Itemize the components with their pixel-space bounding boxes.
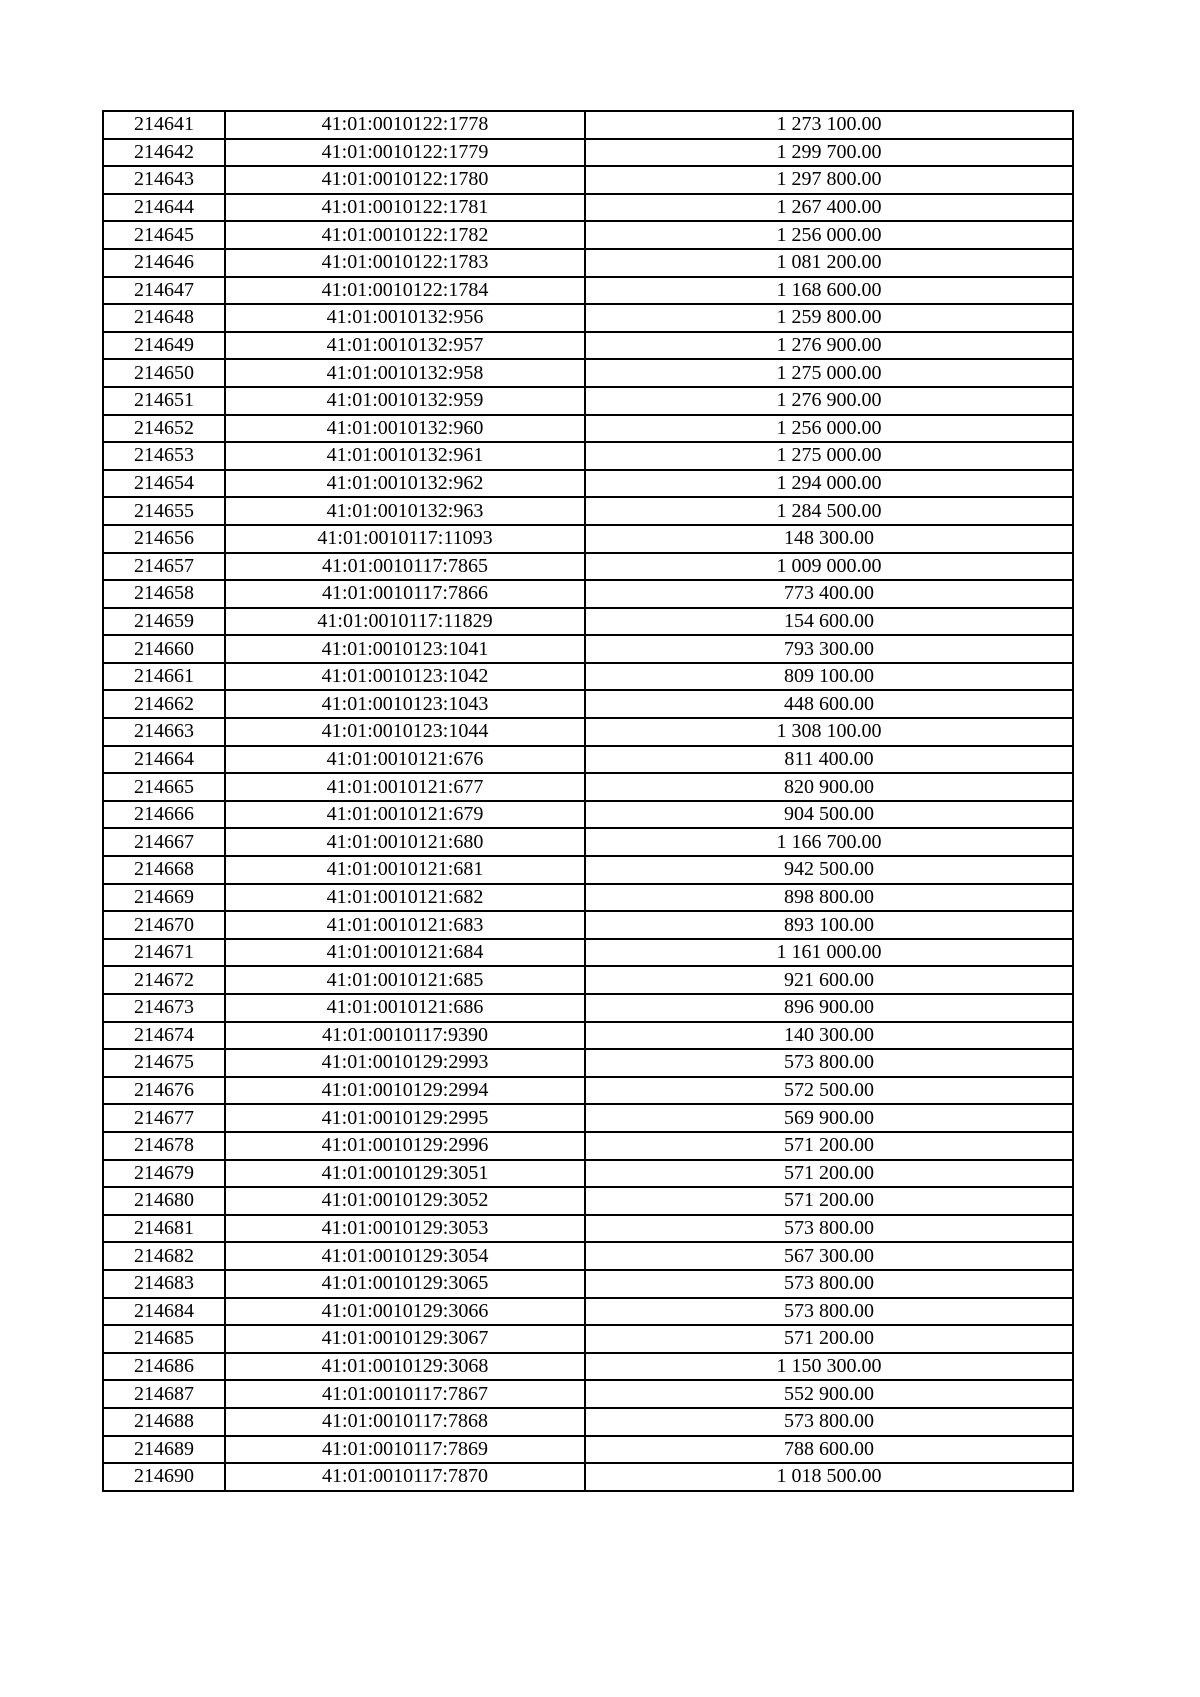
cadastral-number-cell: 41:01:0010132:958 bbox=[225, 359, 585, 387]
cadastral-number-cell: 41:01:0010129:3051 bbox=[225, 1160, 585, 1188]
row-number-cell: 214682 bbox=[103, 1242, 225, 1270]
cadastral-number-cell: 41:01:0010129:3053 bbox=[225, 1215, 585, 1243]
cadastral-value-cell: 809 100.00 bbox=[585, 663, 1073, 691]
table-row bbox=[103, 1160, 1073, 1188]
row-number-cell: 214674 bbox=[103, 1022, 225, 1050]
cadastral-number-cell: 41:01:0010129:3052 bbox=[225, 1187, 585, 1215]
cadastral-number-cell: 41:01:0010129:2995 bbox=[225, 1104, 585, 1132]
table-row bbox=[103, 139, 1073, 167]
table-row bbox=[103, 746, 1073, 774]
cadastral-number-cell: 41:01:0010132:956 bbox=[225, 304, 585, 332]
cadastral-value-cell: 140 300.00 bbox=[585, 1022, 1073, 1050]
row-number-cell: 214648 bbox=[103, 304, 225, 332]
cadastral-value-cell: 1 009 000.00 bbox=[585, 553, 1073, 581]
table-row bbox=[103, 1270, 1073, 1298]
row-number-cell: 214686 bbox=[103, 1353, 225, 1381]
cadastral-value-cell: 811 400.00 bbox=[585, 746, 1073, 774]
table-row bbox=[103, 1022, 1073, 1050]
cadastral-value-cell: 1 018 500.00 bbox=[585, 1463, 1073, 1491]
table-row bbox=[103, 939, 1073, 967]
cadastral-number-cell: 41:01:0010123:1044 bbox=[225, 718, 585, 746]
table-row bbox=[103, 1187, 1073, 1215]
cadastral-value-cell: 571 200.00 bbox=[585, 1160, 1073, 1188]
cadastral-value-cell: 1 166 700.00 bbox=[585, 828, 1073, 856]
row-number-cell: 214672 bbox=[103, 966, 225, 994]
row-number-cell: 214656 bbox=[103, 525, 225, 553]
row-number-cell: 214641 bbox=[103, 111, 225, 139]
cadastral-value-cell: 1 284 500.00 bbox=[585, 497, 1073, 525]
cadastral-number-cell: 41:01:0010122:1783 bbox=[225, 249, 585, 277]
table-row bbox=[103, 277, 1073, 305]
row-number-cell: 214667 bbox=[103, 828, 225, 856]
row-number-cell: 214675 bbox=[103, 1049, 225, 1077]
cadastral-value-cell: 896 900.00 bbox=[585, 994, 1073, 1022]
cadastral-number-cell: 41:01:0010132:960 bbox=[225, 415, 585, 443]
table-row bbox=[103, 166, 1073, 194]
cadastral-number-cell: 41:01:0010132:962 bbox=[225, 470, 585, 498]
row-number-cell: 214673 bbox=[103, 994, 225, 1022]
cadastral-number-cell: 41:01:0010129:3054 bbox=[225, 1242, 585, 1270]
cadastral-number-cell: 41:01:0010121:681 bbox=[225, 856, 585, 884]
cadastral-value-cell: 1 276 900.00 bbox=[585, 332, 1073, 360]
table-row bbox=[103, 690, 1073, 718]
row-number-cell: 214665 bbox=[103, 773, 225, 801]
table-row bbox=[103, 470, 1073, 498]
row-number-cell: 214651 bbox=[103, 387, 225, 415]
table-row bbox=[103, 497, 1073, 525]
row-number-cell: 214683 bbox=[103, 1270, 225, 1298]
table-row bbox=[103, 304, 1073, 332]
table-row bbox=[103, 1380, 1073, 1408]
table-row bbox=[103, 249, 1073, 277]
table-row bbox=[103, 1104, 1073, 1132]
table-row bbox=[103, 442, 1073, 470]
cadastral-number-cell: 41:01:0010129:3067 bbox=[225, 1325, 585, 1353]
table-row bbox=[103, 1049, 1073, 1077]
cadastral-value-cell: 1 168 600.00 bbox=[585, 277, 1073, 305]
table-row bbox=[103, 1298, 1073, 1326]
table-row bbox=[103, 966, 1073, 994]
cadastral-number-cell: 41:01:0010121:677 bbox=[225, 773, 585, 801]
row-number-cell: 214687 bbox=[103, 1380, 225, 1408]
row-number-cell: 214680 bbox=[103, 1187, 225, 1215]
row-number-cell: 214676 bbox=[103, 1077, 225, 1105]
table-row bbox=[103, 1132, 1073, 1160]
cadastral-value-cell: 893 100.00 bbox=[585, 911, 1073, 939]
row-number-cell: 214685 bbox=[103, 1325, 225, 1353]
cadastral-value-cell: 904 500.00 bbox=[585, 801, 1073, 829]
row-number-cell: 214678 bbox=[103, 1132, 225, 1160]
row-number-cell: 214671 bbox=[103, 939, 225, 967]
cadastral-number-cell: 41:01:0010121:684 bbox=[225, 939, 585, 967]
row-number-cell: 214677 bbox=[103, 1104, 225, 1132]
table-row bbox=[103, 911, 1073, 939]
cadastral-value-cell: 567 300.00 bbox=[585, 1242, 1073, 1270]
cadastral-value-cell: 572 500.00 bbox=[585, 1077, 1073, 1105]
cadastral-value-cell: 921 600.00 bbox=[585, 966, 1073, 994]
row-number-cell: 214647 bbox=[103, 277, 225, 305]
row-number-cell: 214649 bbox=[103, 332, 225, 360]
table-row bbox=[103, 801, 1073, 829]
cadastral-value-table bbox=[102, 110, 1074, 1492]
cadastral-value-cell: 448 600.00 bbox=[585, 690, 1073, 718]
cadastral-value-cell: 148 300.00 bbox=[585, 525, 1073, 553]
row-number-cell: 214646 bbox=[103, 249, 225, 277]
cadastral-number-cell: 41:01:0010122:1779 bbox=[225, 139, 585, 167]
cadastral-value-cell: 573 800.00 bbox=[585, 1215, 1073, 1243]
table-row bbox=[103, 415, 1073, 443]
cadastral-value-cell: 1 259 800.00 bbox=[585, 304, 1073, 332]
cadastral-value-cell: 573 800.00 bbox=[585, 1270, 1073, 1298]
row-number-cell: 214689 bbox=[103, 1436, 225, 1464]
cadastral-number-cell: 41:01:0010122:1782 bbox=[225, 221, 585, 249]
table-row bbox=[103, 663, 1073, 691]
table-row bbox=[103, 773, 1073, 801]
cadastral-number-cell: 41:01:0010129:3068 bbox=[225, 1353, 585, 1381]
cadastral-value-cell: 552 900.00 bbox=[585, 1380, 1073, 1408]
row-number-cell: 214681 bbox=[103, 1215, 225, 1243]
cadastral-value-cell: 571 200.00 bbox=[585, 1187, 1073, 1215]
cadastral-value-cell: 773 400.00 bbox=[585, 580, 1073, 608]
cadastral-number-cell: 41:01:0010121:686 bbox=[225, 994, 585, 1022]
table-row bbox=[103, 1353, 1073, 1381]
cadastral-value-cell: 1 294 000.00 bbox=[585, 470, 1073, 498]
table-row bbox=[103, 1408, 1073, 1436]
cadastral-number-cell: 41:01:0010129:2993 bbox=[225, 1049, 585, 1077]
cadastral-value-cell: 1 150 300.00 bbox=[585, 1353, 1073, 1381]
cadastral-value-cell: 154 600.00 bbox=[585, 608, 1073, 636]
table-row bbox=[103, 1215, 1073, 1243]
row-number-cell: 214643 bbox=[103, 166, 225, 194]
row-number-cell: 214669 bbox=[103, 884, 225, 912]
table-row bbox=[103, 1325, 1073, 1353]
cadastral-number-cell: 41:01:0010129:2996 bbox=[225, 1132, 585, 1160]
row-number-cell: 214642 bbox=[103, 139, 225, 167]
cadastral-number-cell: 41:01:0010121:679 bbox=[225, 801, 585, 829]
table-row bbox=[103, 1463, 1073, 1491]
row-number-cell: 214655 bbox=[103, 497, 225, 525]
cadastral-value-cell: 1 256 000.00 bbox=[585, 415, 1073, 443]
cadastral-value-cell: 898 800.00 bbox=[585, 884, 1073, 912]
cadastral-number-cell: 41:01:0010129:3066 bbox=[225, 1298, 585, 1326]
cadastral-value-cell: 1 267 400.00 bbox=[585, 194, 1073, 222]
cadastral-number-cell: 41:01:0010122:1784 bbox=[225, 277, 585, 305]
cadastral-number-cell: 41:01:0010123:1042 bbox=[225, 663, 585, 691]
table-row bbox=[103, 994, 1073, 1022]
cadastral-value-cell: 1 297 800.00 bbox=[585, 166, 1073, 194]
row-number-cell: 214658 bbox=[103, 580, 225, 608]
cadastral-number-cell: 41:01:0010121:680 bbox=[225, 828, 585, 856]
cadastral-value-cell: 1 081 200.00 bbox=[585, 249, 1073, 277]
row-number-cell: 214660 bbox=[103, 635, 225, 663]
cadastral-value-cell: 1 275 000.00 bbox=[585, 442, 1073, 470]
cadastral-number-cell: 41:01:0010132:963 bbox=[225, 497, 585, 525]
cadastral-number-cell: 41:01:0010132:957 bbox=[225, 332, 585, 360]
cadastral-number-cell: 41:01:0010117:7867 bbox=[225, 1380, 585, 1408]
table-row bbox=[103, 332, 1073, 360]
row-number-cell: 214653 bbox=[103, 442, 225, 470]
table-row bbox=[103, 1077, 1073, 1105]
row-number-cell: 214690 bbox=[103, 1463, 225, 1491]
cadastral-value-cell: 1 273 100.00 bbox=[585, 111, 1073, 139]
row-number-cell: 214652 bbox=[103, 415, 225, 443]
cadastral-number-cell: 41:01:0010129:3065 bbox=[225, 1270, 585, 1298]
cadastral-number-cell: 41:01:0010117:9390 bbox=[225, 1022, 585, 1050]
row-number-cell: 214664 bbox=[103, 746, 225, 774]
cadastral-number-cell: 41:01:0010122:1781 bbox=[225, 194, 585, 222]
cadastral-number-cell: 41:01:0010123:1043 bbox=[225, 690, 585, 718]
table-body bbox=[103, 111, 1073, 1491]
table-row bbox=[103, 1436, 1073, 1464]
table-row bbox=[103, 718, 1073, 746]
cadastral-value-cell: 1 256 000.00 bbox=[585, 221, 1073, 249]
cadastral-number-cell: 41:01:0010117:11093 bbox=[225, 525, 585, 553]
cadastral-value-cell: 573 800.00 bbox=[585, 1049, 1073, 1077]
table-row bbox=[103, 553, 1073, 581]
cadastral-value-cell: 1 299 700.00 bbox=[585, 139, 1073, 167]
row-number-cell: 214654 bbox=[103, 470, 225, 498]
table-row bbox=[103, 194, 1073, 222]
cadastral-number-cell: 41:01:0010117:7866 bbox=[225, 580, 585, 608]
cadastral-number-cell: 41:01:0010129:2994 bbox=[225, 1077, 585, 1105]
cadastral-number-cell: 41:01:0010117:7869 bbox=[225, 1436, 585, 1464]
cadastral-number-cell: 41:01:0010121:682 bbox=[225, 884, 585, 912]
row-number-cell: 214668 bbox=[103, 856, 225, 884]
table-row bbox=[103, 221, 1073, 249]
row-number-cell: 214659 bbox=[103, 608, 225, 636]
cadastral-number-cell: 41:01:0010121:676 bbox=[225, 746, 585, 774]
table-row bbox=[103, 828, 1073, 856]
row-number-cell: 214684 bbox=[103, 1298, 225, 1326]
table-row bbox=[103, 387, 1073, 415]
cadastral-number-cell: 41:01:0010121:683 bbox=[225, 911, 585, 939]
cadastral-number-cell: 41:01:0010117:7865 bbox=[225, 553, 585, 581]
row-number-cell: 214679 bbox=[103, 1160, 225, 1188]
cadastral-value-cell: 1 308 100.00 bbox=[585, 718, 1073, 746]
cadastral-number-cell: 41:01:0010121:685 bbox=[225, 966, 585, 994]
table-row bbox=[103, 525, 1073, 553]
row-number-cell: 214661 bbox=[103, 663, 225, 691]
row-number-cell: 214644 bbox=[103, 194, 225, 222]
cadastral-value-cell: 788 600.00 bbox=[585, 1436, 1073, 1464]
cadastral-number-cell: 41:01:0010122:1778 bbox=[225, 111, 585, 139]
cadastral-value-cell: 569 900.00 bbox=[585, 1104, 1073, 1132]
row-number-cell: 214657 bbox=[103, 553, 225, 581]
cadastral-value-cell: 1 161 000.00 bbox=[585, 939, 1073, 967]
table-row bbox=[103, 856, 1073, 884]
cadastral-value-cell: 942 500.00 bbox=[585, 856, 1073, 884]
row-number-cell: 214650 bbox=[103, 359, 225, 387]
cadastral-number-cell: 41:01:0010117:7868 bbox=[225, 1408, 585, 1436]
table-row bbox=[103, 359, 1073, 387]
table-row bbox=[103, 884, 1073, 912]
row-number-cell: 214663 bbox=[103, 718, 225, 746]
cadastral-value-cell: 571 200.00 bbox=[585, 1132, 1073, 1160]
cadastral-number-cell: 41:01:0010123:1041 bbox=[225, 635, 585, 663]
table-row bbox=[103, 111, 1073, 139]
cadastral-value-cell: 571 200.00 bbox=[585, 1325, 1073, 1353]
cadastral-value-cell: 1 276 900.00 bbox=[585, 387, 1073, 415]
cadastral-number-cell: 41:01:0010117:11829 bbox=[225, 608, 585, 636]
cadastral-number-cell: 41:01:0010132:959 bbox=[225, 387, 585, 415]
cadastral-number-cell: 41:01:0010132:961 bbox=[225, 442, 585, 470]
cadastral-number-cell: 41:01:0010122:1780 bbox=[225, 166, 585, 194]
cadastral-number-cell: 41:01:0010117:7870 bbox=[225, 1463, 585, 1491]
cadastral-value-cell: 573 800.00 bbox=[585, 1408, 1073, 1436]
row-number-cell: 214662 bbox=[103, 690, 225, 718]
table-row bbox=[103, 635, 1073, 663]
table-row bbox=[103, 1242, 1073, 1270]
cadastral-value-cell: 573 800.00 bbox=[585, 1298, 1073, 1326]
cadastral-value-cell: 1 275 000.00 bbox=[585, 359, 1073, 387]
row-number-cell: 214688 bbox=[103, 1408, 225, 1436]
cadastral-value-cell: 793 300.00 bbox=[585, 635, 1073, 663]
table-row bbox=[103, 608, 1073, 636]
row-number-cell: 214645 bbox=[103, 221, 225, 249]
row-number-cell: 214670 bbox=[103, 911, 225, 939]
cadastral-value-cell: 820 900.00 bbox=[585, 773, 1073, 801]
row-number-cell: 214666 bbox=[103, 801, 225, 829]
table-row bbox=[103, 580, 1073, 608]
